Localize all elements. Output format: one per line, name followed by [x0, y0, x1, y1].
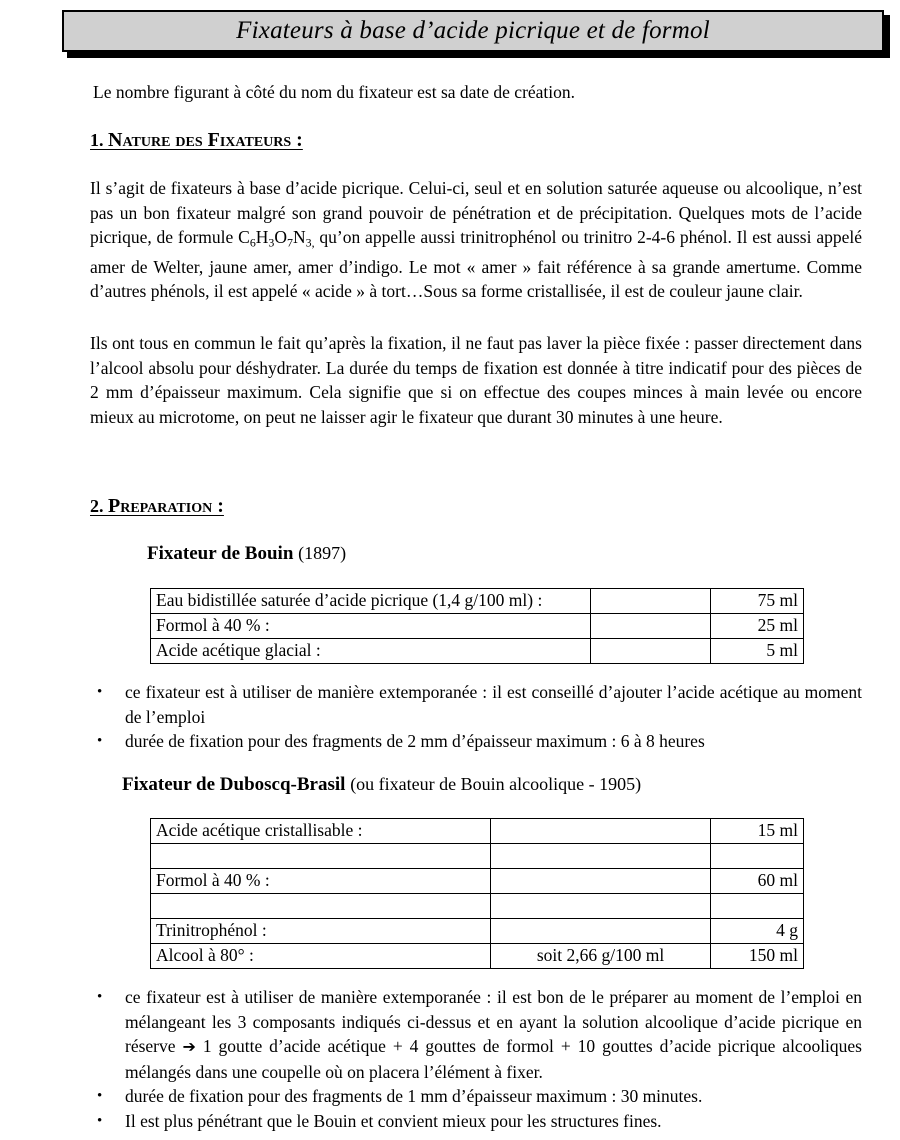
recipe-heading-duboscq — [122, 774, 641, 796]
bullet-list-duboscq — [93, 985, 862, 1133]
ingredient-name: Formol à 40 % : — [151, 869, 491, 894]
table-row — [151, 919, 804, 944]
title-banner — [62, 10, 890, 58]
section-2-title: Preparation : — [108, 495, 224, 517]
ingredient-name: Alcool à 80° : — [151, 944, 491, 969]
paragraph-nature-1 — [90, 176, 862, 304]
table-row — [151, 639, 804, 664]
paragraph-nature-1-text-b: qu’on appelle aussi trinitrophénol ou trinitro 2-4-6 phénol. Il est aussi appelé amer de Welter, jaune amer, amer d’indigo. Le mot « amer » fait référence à sa grande amertume. Comme d’autres phénols, il est appelé « acide » à tort…Sous sa forme cristallisée, il est de couleur jaune clair. — [90, 227, 862, 302]
ingredient-quantity: 75 ml — [711, 589, 804, 614]
ingredient-name: Acide acétique cristallisable : — [151, 819, 491, 844]
list-item: • Il est plus pénétrant que le Bouin et convient mieux pour les structures fines. — [93, 1109, 862, 1134]
section-2-number: 2. — [90, 496, 104, 516]
ingredient-note — [491, 844, 711, 869]
list-item — [93, 985, 862, 1084]
section-1-number: 1. — [90, 130, 104, 150]
list-item-text-a: ce fixateur est à utiliser de manière extemporanée : il est bon de le préparer au moment de l’emploi en mélangeant les 3 composants indiqués ci-dessus et en ayant la solution alcoolique d’acide picrique en réserve — [125, 987, 862, 1056]
ingredient-name: Acide acétique glacial : — [151, 639, 591, 664]
paragraph-nature-2: Ils ont tous en commun le fait qu’après la fixation, il ne faut pas laver la pièce fixée : passer directement dans l’alcool absolu pour déshydrater. La durée du temps de fixation est donnée à titre indicatif pour des pièces de 2 mm d’épaisseur maximum. Cela signifie que si on effectue des coupes minces à main levée ou encore mieux au microtome, on peut ne laisser agir le fixateur que durant 30 minutes à une heure. — [90, 333, 862, 427]
ingredient-quantity: 60 ml — [711, 869, 804, 894]
table-row — [151, 869, 804, 894]
ingredient-quantity: 150 ml — [711, 944, 804, 969]
chemical-formula: $C_6H_3O_7N_{3,}$ — [238, 227, 315, 250]
arrow-right-icon: ➔ — [182, 1037, 196, 1056]
ingredient-note: soit 2,66 g/100 ml — [491, 944, 711, 969]
recipe-heading-bouin — [147, 543, 346, 565]
ingredient-quantity — [711, 894, 804, 919]
paragraph-nature-1-text-a: Il s’agit de fixateurs à base d’acide picrique. Celui-ci, seul et en solution saturée aqueuse ou alcoolique, n’est pas un bon fixateur malgré son grand pouvoir de pénétration et de précipitation. Quelques mots de l’acide picrique, de formule — [90, 178, 862, 247]
section-heading-preparation — [90, 495, 224, 518]
page-title: Fixateurs à base d’acide picrique et de formol — [236, 17, 710, 44]
ingredient-name: Eau bidistillée saturée d’acide picrique (1,4 g/100 ml) : — [151, 589, 591, 614]
list-item: • ce fixateur est à utiliser de manière extemporanée : il est conseillé d’ajouter l’acide acétique au moment de l’emploi — [93, 680, 862, 729]
ingredient-quantity: 15 ml — [711, 819, 804, 844]
list-item: • durée de fixation pour des fragments de 2 mm d’épaisseur maximum : 6 à 8 heures — [93, 729, 862, 754]
ingredient-note — [491, 869, 711, 894]
list-item-text-b: 1 goutte d’acide acétique + 4 gouttes de formol + 10 gouttes d’acide picrique alcooliques mélangés dans une coupelle où on placera l’élément à fixer. — [125, 1036, 862, 1082]
ingredient-quantity: 4 g — [711, 919, 804, 944]
ingredient-note — [491, 894, 711, 919]
table-row — [151, 819, 804, 844]
ingredient-name — [151, 894, 491, 919]
intro-text: Le nombre figurant à côté du nom du fixateur est sa date de création. — [93, 82, 576, 102]
recipe-1-name: Fixateur de Bouin — [147, 543, 294, 564]
section-heading-nature — [90, 129, 303, 152]
ingredient-quantity: 5 ml — [711, 639, 804, 664]
ingredients-table-bouin — [150, 588, 804, 664]
ingredient-note — [491, 919, 711, 944]
table-row-spacer — [151, 844, 804, 869]
ingredient-name: Formol à 40 % : — [151, 614, 591, 639]
ingredient-note — [491, 819, 711, 844]
table-row — [151, 589, 804, 614]
ingredient-name: Trinitrophénol : — [151, 919, 491, 944]
title-banner-frame — [62, 10, 884, 52]
recipe-1-annotation: (1897) — [298, 543, 347, 563]
ingredient-quantity: 25 ml — [711, 614, 804, 639]
ingredient-note — [591, 639, 711, 664]
section-1-title: Nature des Fixateurs : — [108, 129, 303, 151]
ingredient-note — [591, 614, 711, 639]
recipe-2-name: Fixateur de Duboscq-Brasil — [122, 774, 346, 795]
bullet-list-bouin — [93, 680, 862, 754]
table-row-spacer — [151, 894, 804, 919]
ingredient-name — [151, 844, 491, 869]
table-row — [151, 614, 804, 639]
table-row — [151, 944, 804, 969]
ingredient-note — [591, 589, 711, 614]
ingredients-table-duboscq — [150, 818, 804, 969]
ingredient-quantity — [711, 844, 804, 869]
list-item: • durée de fixation pour des fragments de 1 mm d’épaisseur maximum : 30 minutes. — [93, 1084, 862, 1109]
recipe-2-annotation: (ou fixateur de Bouin alcoolique - 1905) — [350, 774, 642, 794]
